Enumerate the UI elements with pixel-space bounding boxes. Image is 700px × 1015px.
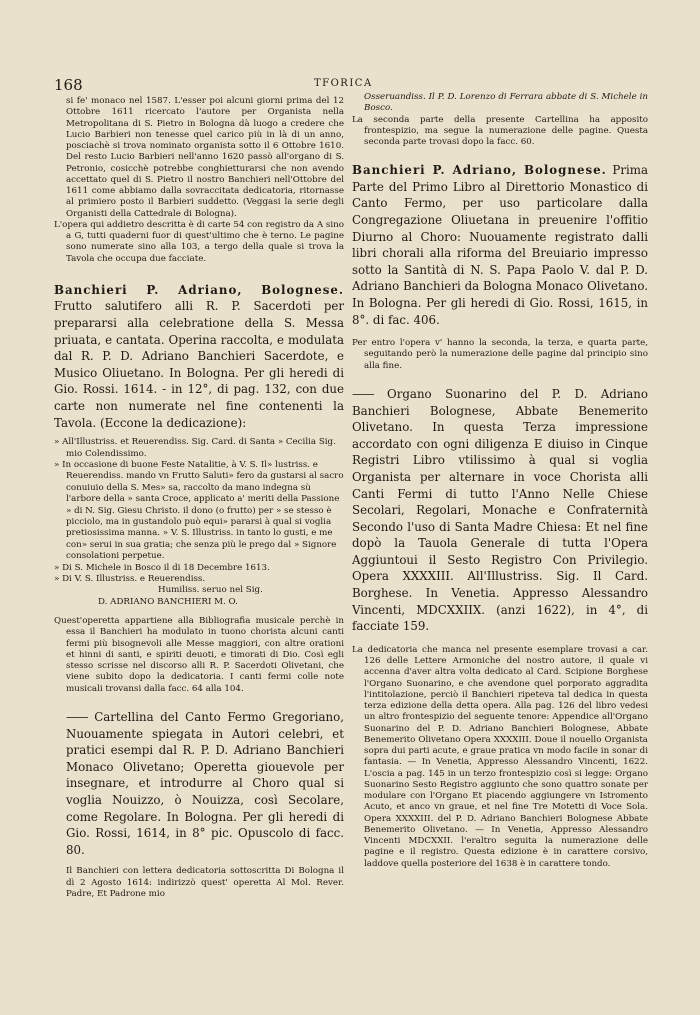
left-paragraph-4: Il Banchieri con lettera dedicatoria sottoscritta Di Bologna il dì 2 Agosto 1614: indirizzò quest' operetta Al Mol. Rever. Padre, Et Padrone mio — [66, 866, 344, 899]
signature-line-1: Humiliss. seruo nel Sig. — [158, 585, 263, 596]
left-paragraph-2: L'opera qui addietro descritta è di carte 54 con registro da A sino a G, tutti quaderni fuor di quest'ultimo che è terno. Le pagine sono numerate sino alla 103, a tergo della quale si trova la Tavola che occupa due facciate. — [54, 219, 344, 264]
left-paragraph-1: si fe' monaco nel 1587. L'esser poi alcuni giorni prima del 12 Ottobre 1611 ricercato l'autore per Organista nella Metropolitana di S. Pietro in Bologna dà luogo a credere che Lucio Barbieri non tenesse quel carico più in là di un anno, posciachè si trova nominato organista sotto il 6 Ottobre 1610. Del resto Lucio Barbieri nell'anno 1620 passò all'organo di S. Petronio, cosicchè potrebbe conghietturarsi che non avendo accettato quel di S. Pietro il nostro Banchieri nell'Ottobre del 1611 come abbiamo dalla sovraccitata dedicatoria, ritornasse al primiero posto il Barbieri suddetto. (Veggasi la serie degli Organisti della Cattedrale di Bologna). — [66, 96, 344, 219]
dedication-line: » Di S. Michele in Bosco il di 18 Decembre 1613. — [54, 562, 270, 573]
entry-text: Organo Suonarino del P. D. Adriano Banchieri Bolognese, Abbate Benemerito Olivetano. In questa Terza impressione accordato con ogni diligenza E diuiso in Cinque Registri Libro vtilissimo à qual si voglia Organista per alternare in voce Chorista alli Canti Fermi di tutto l'Anno Nelle Chiese Secolari, Regolari, Monache e Confraternità Secondo l'uso di Santa Madre Chiesa: Et nel fine dopò la Tauola Generale di tutta l'Opera Aggiuntoui il Sesto Registro Con Privilegio. Opera XXXXIII. All'Illustriss. Sig. Il Card. Borghese. In Venetia. Appresso Alessandro Vincenti, MDCXXIIX. (anzi 1622), in 4°, di facciate 159. — [352, 386, 648, 634]
entry-text: Frutto salutifero alli R. P. Sacerdoti per prepararsi alla celebratione della S. Messa priuata, e cantata. Operina raccolta, e modulata dal R. P. D. Adriano Banchieri Sacerdote, e Musico Oliuetano. In Bologna. Per gli heredi di Gio. Rossi. 1614. - in 12°, di pag. 132, con due carte non numerate nel fine contenenti la Tavola. (Eccone la dedicazione): — [54, 299, 344, 430]
dedication-line: » Di V. S. Illustriss. e Reuerendiss. — [54, 573, 206, 584]
entry-prima-parte — [352, 162, 648, 328]
page-number: 168 — [54, 76, 83, 94]
dedication-line: » In occasione di buone Feste Natalitie, à V. S. Il» lustriss. e Reuerendiss. mando vn Frutto Saluti» fero da gustarsi al sacro conuiuio della S. Mes» sa, raccolto da mano indegna sù l'arbore della » santa Croce, applicato a' meriti della Passione » di N. Sig. Giesu Christo. il dono (o frutto) per » se stesso è picciolo, ma in gustandolo può equi» pararsi à qual si voglia pretiosissima manna. » V. S. Illustriss. in tanto lo gusti, e me con» serui in sua gratia; che senza più le prego dal » Signore consolationi perpetue. — [54, 459, 344, 562]
left-column — [54, 96, 344, 900]
dash-rule: —— — [66, 709, 88, 724]
running-title: TFORICA — [314, 78, 373, 89]
entry-author: Banchieri P. Adriano, Bolognese. — [352, 163, 607, 178]
right-paragraph-3: Per entro l'opera v' hanno la seconda, la terza, e quarta parte, seguitando però la numerazione delle pagine dal principio sino alla fine. — [352, 338, 648, 371]
running-head — [54, 74, 654, 94]
right-paragraph-4: La dedicatoria che manca nel presente esemplare trovasi a car. 126 delle Lettere Armoniche del nostro autore, il quale vi accenna d'aver altra volta dedicato al Card. Scipione Borghese l'Organo Suonarino, e che avendone quel porporato aggradita l'intitolazione, perciò il Banchieri ripeteva tal dedica in questa terza edizione della detta opera. Alla pag. 126 del libro vedesi un altro frontespizio del seguente tenore: Appendice all'Organo Suonarino del P. D. Adriano Banchieri Bolognese, Abbate Benemerito Olivetano Opera XXXXIII. Doue il nouello Organista sopra dui parti acute, e graue pratica vn modo facile in sonar di fantasia. — In Venetia, Appresso Alessandro Vincenti, 1622. L'oscia a pag. 145 in un terzo frontespizio così si legge: Organo Suonarino Sesto Registro aggiunto che sono quattro sonate per modulare con l'Organo Et piacendo aggiungere vn Istromento Acuto, et anco vn graue, et nel fine Tre Motetti di Voce Sola. Opera XXXXIII. del P. D. Adriano Banchieri Bolognese Abbate Benemerito Olivetano. — In Venetia, Appresso Alessandro Vincenti MDCXXII. l'eraltro seguita la numerazione delle pagine e il registro. Questa edizione è in carattere corsivo, laddove quella posteriore del 1638 è in carattere tondo. — [352, 644, 648, 869]
entry-organo-suonarino — [352, 386, 648, 635]
entry-frutto-salutifero — [54, 282, 344, 431]
right-paragraph-2: La seconda parte della presente Cartellina ha apposito frontespizio, ma segue la numerazione delle pagine. Questa seconda parte trovasi dopo la facc. 60. — [352, 114, 648, 147]
left-paragraph-3: Quest'operetta appartiene alla Bibliografia musicale perchè in essa il Banchieri ha modulato in tuono chorista alcuni canti fermi più bisognevoli alle Messe maggiori, con altre orationi et hinni di santi, e spiriti deuoti, e timorati di Dio. Così egli stesso scrisse nel discorso alli R. P. Sacerdoti Olivetani, che viene subito dopo la dedicatoria. I canti fermi colle note musicali trovansi dalla facc. 64 alla 104. — [54, 616, 344, 694]
dedication-letter — [54, 437, 344, 585]
dash-rule: —— — [352, 386, 374, 401]
signature-line-2: D. ADRIANO BANCHIERI M. O. — [98, 596, 238, 607]
right-paragraph-1: Osseruandiss. Il P. D. Lorenzo di Ferrara abbate di S. Michele in Bosco. — [364, 92, 648, 114]
entry-cartellina — [54, 709, 344, 858]
entry-text: Prima Parte del Primo Libro al Direttorio Monastico di Canto Fermo, per uso particolare dalla Congregazione Oliuetana in preuenire l'offitio Diurno al Choro: Nuouamente registrato dalli libri chorali alla riforma del Breuiario impresso sotto la Santità di N. S. Papa Paolo V. dal P. D. Adriano Banchieri da Bologna Monaco Olivetano. In Bologna. Per gli heredi di Gio. Rossi, 1615, in 8°. di fac. 406. — [352, 163, 648, 327]
entry-text: Cartellina del Canto Fermo Gregoriano, Nuouamente spiegata in Autori celebri, et pratici esempi dal R. P. D. Adriano Banchieri Monaco Olivetano; Operetta giouevole per insegnare, et introdurre al Choro qual si voglia Nouizzo, ò Nouizza, così Secolare, come Regolare. In Bologna. Per gli heredi di Gio. Rossi, 1614, in 8° pic. Opuscolo di facc. 80. — [66, 709, 345, 857]
right-column — [352, 92, 648, 870]
dedication-line: » All'Illustriss. et Reuerendiss. Sig. Card. di Santa » Cecilia Sig. mio Colendissimo. — [54, 437, 336, 459]
entry-author: Banchieri P. Adriano, Bolognese. — [54, 282, 344, 297]
